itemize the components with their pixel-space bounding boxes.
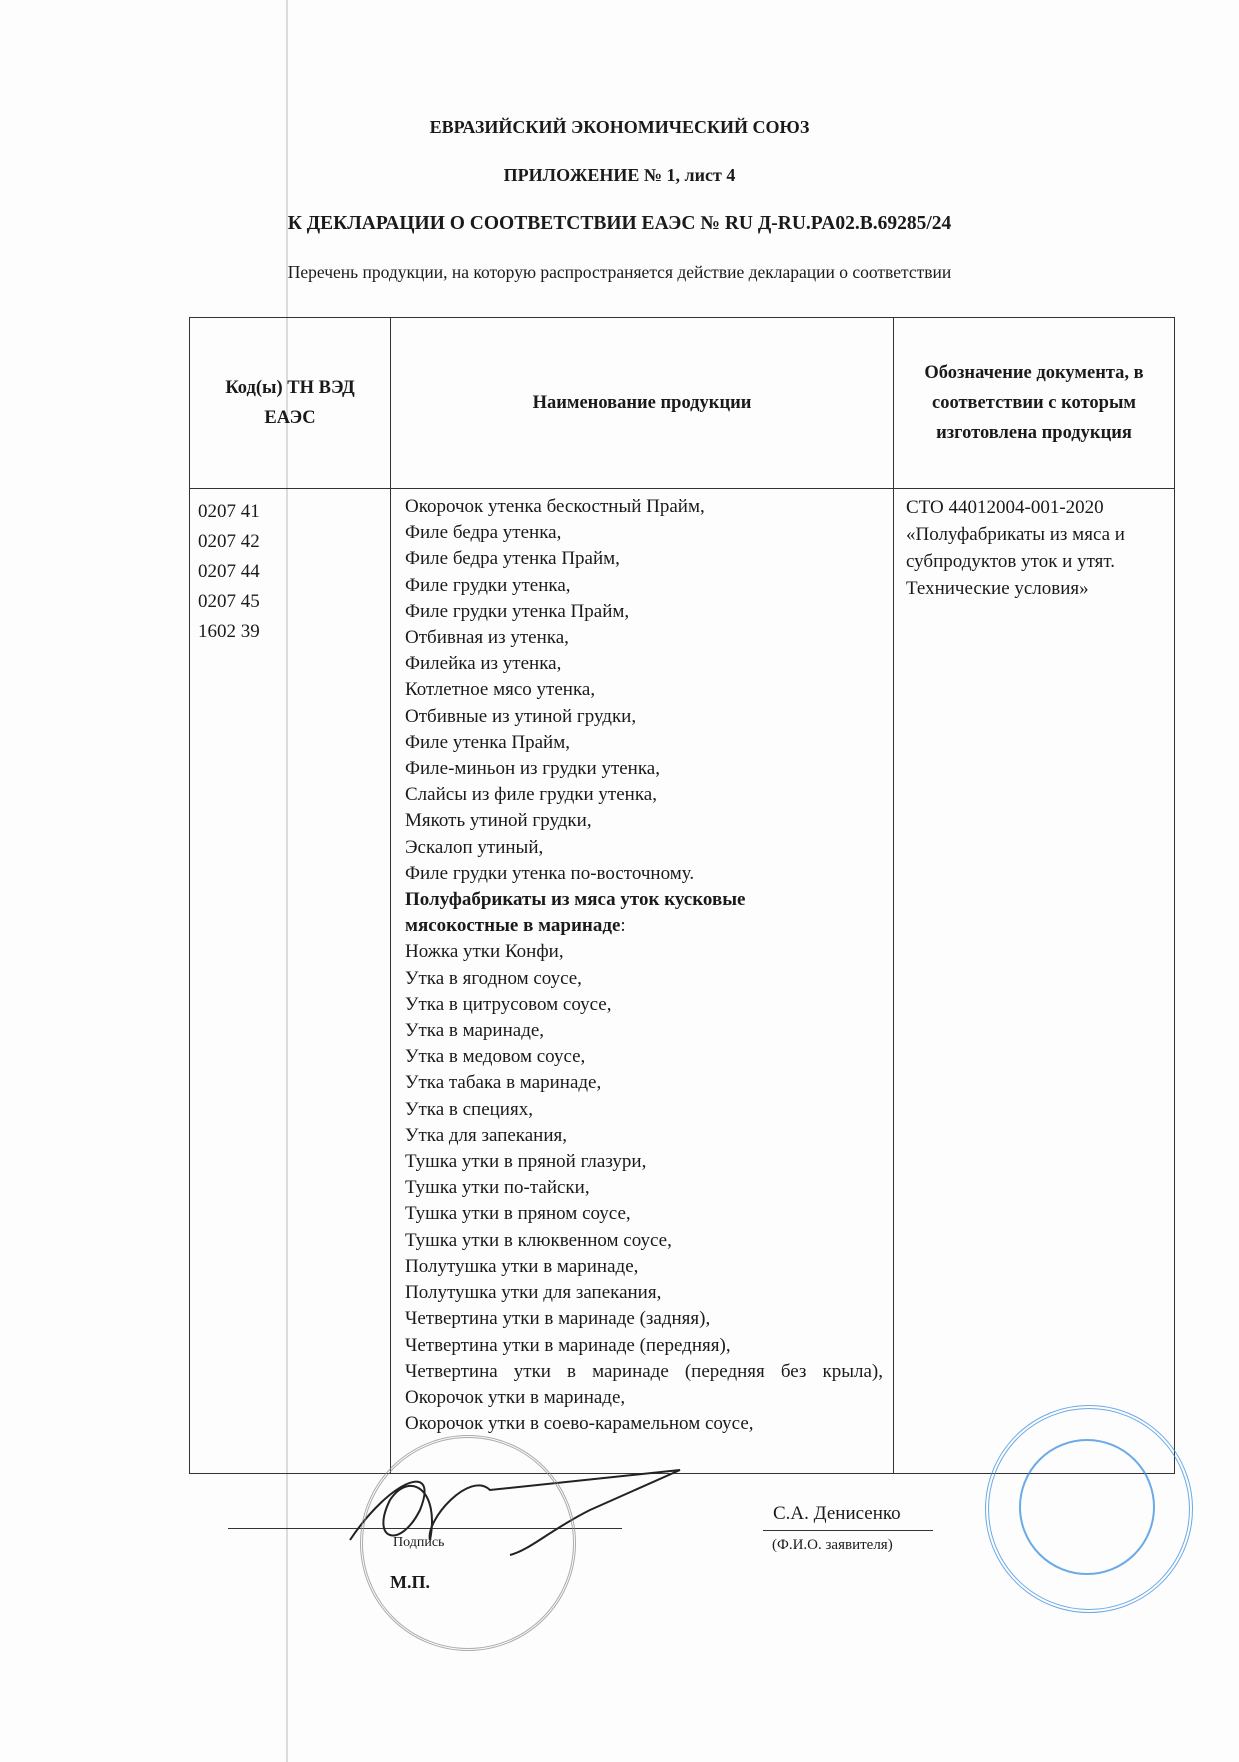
code: 1602 39 <box>198 621 260 642</box>
product-item: Окорочок утенка бескостный Прайм, <box>405 496 705 517</box>
product-item: Отбивная из утенка, <box>405 627 569 649</box>
product-item: Филе грудки утенка, <box>405 574 571 596</box>
product-item: Мякоть утиной грудки, <box>405 810 592 832</box>
name-label: (Ф.И.О. заявителя) <box>772 1537 893 1553</box>
product-item: Окорочок утки в соево-карамельном соусе, <box>405 1413 754 1435</box>
product-item: Тушка утки в пряном соусе, <box>405 1203 631 1225</box>
product-item: Тушка утки в клюквенном соусе, <box>405 1229 672 1251</box>
product-item: Котлетное мясо утенка, <box>405 679 596 701</box>
product-item: Полутушка утки для запекания, <box>405 1282 662 1304</box>
column-header-document: Обозначение документа, в соответствии с которым изготовлена продукция <box>894 318 1175 489</box>
product-item: Утка в маринаде, <box>405 1020 545 1042</box>
document-cell: СТО 44012004-001-2020 «Полуфабрикаты из мяса и субпродуктов уток и утят. Технические условия» <box>894 489 1175 1474</box>
column-header-product: Наименование продукции <box>391 318 894 489</box>
product-item: Филе бедра утенка, <box>405 522 562 544</box>
products-cell <box>391 489 894 1474</box>
product-item: Утка в цитрусовом соусе, <box>405 993 612 1015</box>
product-item: Тушка утки в пряной глазури, <box>405 1151 647 1173</box>
code: 0207 41 <box>198 501 260 522</box>
product-item: Четвертина утки в маринаде (передняя), <box>405 1334 731 1356</box>
product-item: Слайсы из филе грудки утенка, <box>405 784 657 806</box>
appendix-title: ПРИЛОЖЕНИЕ № 1, лист 4 <box>503 165 736 185</box>
group-heading: Полуфабрикаты из мяса уток кусковые мясокостные в маринаде: <box>405 889 746 937</box>
product-item: Утка в ягодном соусе, <box>405 967 582 989</box>
union-title: ЕВРАЗИЙСКИЙ ЭКОНОМИЧЕСКИЙ СОЮЗ <box>429 117 810 137</box>
codes-cell <box>190 489 391 1474</box>
product-table <box>189 317 1175 1474</box>
code: 0207 45 <box>198 591 260 612</box>
table-header-row <box>190 318 1175 489</box>
code: 0207 44 <box>198 561 260 582</box>
subtitle: Перечень продукции, на которую распространяется действие декларации о соответствии <box>287 262 952 282</box>
product-item: Филе утенка Прайм, <box>405 731 570 753</box>
product-item: Филе грудки утенка по-восточному. <box>405 862 695 884</box>
company-seal-blue <box>985 1405 1193 1613</box>
product-item: Филе-миньон из грудки утенка, <box>405 758 660 780</box>
column-header-codes: Код(ы) ТН ВЭД ЕАЭС <box>190 318 391 489</box>
product-item: Утка в медовом соусе, <box>405 1046 586 1068</box>
company-seal-gray <box>360 1435 576 1651</box>
product-item: Филе грудки утенка Прайм, <box>405 600 630 622</box>
product-item: Окорочок утки в маринаде, <box>405 1386 626 1408</box>
product-item: Четвертина утки в маринаде (передняя без крыла), <box>405 1360 883 1382</box>
signature-label: Подпись <box>393 1535 445 1550</box>
code: 0207 42 <box>198 531 260 552</box>
applicant-name: С.А. Денисенко <box>773 1503 901 1524</box>
product-item: Четвертина утки в маринаде (задняя), <box>405 1308 711 1330</box>
product-item: Полутушка утки в маринаде, <box>405 1255 639 1277</box>
product-item: Филейка из утенка, <box>405 653 562 675</box>
product-item: Филе бедра утенка Прайм, <box>405 548 620 570</box>
name-line <box>763 1530 933 1531</box>
product-item: Тушка утки по-тайски, <box>405 1177 590 1199</box>
seal-label: М.П. <box>390 1572 430 1592</box>
product-item: Эскалоп утиный, <box>405 836 544 858</box>
product-item: Утка табака в маринаде, <box>405 1072 602 1094</box>
declaration-title: К ДЕКЛАРАЦИИ О СООТВЕТСТВИИ ЕАЭС № RU Д-RU.PA02.B.69285/24 <box>287 213 952 234</box>
product-item: Отбивные из утиной грудки, <box>405 705 637 727</box>
table-row <box>190 489 1175 1474</box>
product-item: Утка для запекания, <box>405 1124 568 1146</box>
product-item: Утка в специях, <box>405 1098 533 1120</box>
product-item: Ножка утки Конфи, <box>405 941 564 963</box>
